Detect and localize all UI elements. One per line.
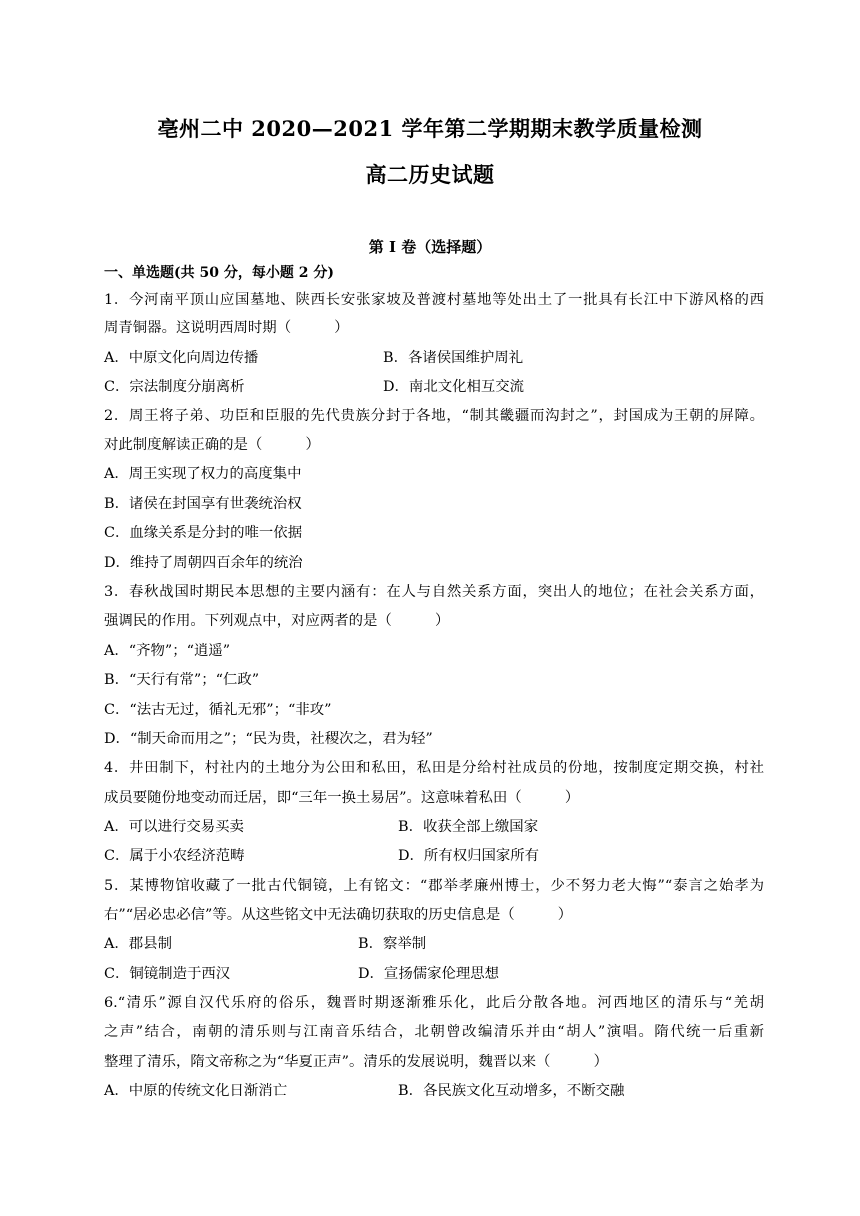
question-1-option-b: B．各诸侯国维护周礼: [383, 350, 524, 366]
question-1-stem-line-1: 1．今河南平顶山应国墓地、陕西长安张家坡及普渡村墓地等处出土了一批具有长江中下游风格的西: [104, 292, 764, 308]
question-2-stem-line-1: 2．周王将子弟、功臣和臣服的先代贵族分封于各地，“制其畿疆而沟封之”，封国成为王朝的屏障。: [104, 408, 764, 424]
question-6-stem-line-1: 6.“清乐”源自汉代乐府的俗乐，魏晋时期逐渐雅乐化，此后分散各地。河西地区的清乐与“羌胡: [104, 995, 764, 1011]
question-1-option-c: C．宗法制度分崩离析: [104, 379, 245, 395]
question-4-option-c: C．属于小农经济范畴: [104, 848, 245, 864]
question-4-stem-line-1: 4．井田制下，村社内的土地分为公田和私田，私田是分给村社成员的份地，按制度定期交换，村社: [104, 760, 764, 776]
exam-title: 亳州二中 2020—2021 学年第二学期期末教学质量检测: [157, 116, 703, 141]
question-2-option-b: B．诸侯在封国享有世袭统治权: [104, 496, 302, 512]
question-6-stem-line-3: 整理了清乐，隋文帝称之为“华夏正声”。清乐的发展说明，魏晋以来（ ）: [104, 1054, 608, 1070]
question-3-stem-line-1: 3．春秋战国时期民本思想的主要内涵有：在人与自然关系方面，突出人的地位；在社会关系方面，: [104, 584, 764, 600]
question-2-stem-line-2: 对此制度解读正确的是（ ）: [104, 437, 320, 453]
part-title: 一、单选题(共 50 分，每小题 2 分): [104, 265, 334, 281]
exam-subtitle: 高二历史试题: [365, 162, 495, 187]
question-5-option-c: C．铜镜制造于西汉: [104, 966, 231, 982]
question-6-stem-line-2: 之声”结合，南朝的清乐则与江南音乐结合，北朝曾改编清乐并由“胡人”演唱。隋代统一后重新: [104, 1024, 764, 1040]
question-2-option-c: C．血缘关系是分封的唯一依据: [104, 525, 303, 541]
question-6-option-a: A．中原的传统文化日渐消亡: [104, 1083, 288, 1099]
question-3-option-c: C．“法古无过，循礼无邪”；“非攻”: [104, 702, 332, 718]
question-3-option-a: A．“齐物”；“逍遥”: [104, 643, 231, 659]
question-1-option-d: D．南北文化相互交流: [383, 379, 525, 395]
question-4-option-b: B．收获全部上缴国家: [398, 819, 539, 835]
question-3-stem-line-2: 强调民的作用。下列观点中，对应两者的是（ ）: [104, 613, 450, 629]
question-5-stem-line-2: 右”“居必忠必信”等。从这些铭文中无法确切获取的历史信息是（ ）: [104, 907, 573, 923]
question-3-option-b: B．“天行有常”；“仁政”: [104, 672, 260, 688]
question-5-stem-line-1: 5．某博物馆收藏了一批古代铜镜，上有铭文：“郡举孝廉州博士，少不努力老大悔”“泰言之始孝为: [104, 878, 764, 894]
question-1-option-a: A．中原文化向周边传播: [104, 350, 259, 366]
question-4-option-d: D．所有权归国家所有: [398, 848, 540, 864]
question-5-option-d: D．宣扬儒家伦理思想: [358, 966, 500, 982]
question-6-option-b: B．各民族文化互动增多，不断交融: [398, 1083, 625, 1099]
question-1-stem-line-2: 周青铜器。这说明西周时期（ ）: [104, 320, 349, 336]
section-title: 第 I 卷（选择题）: [368, 238, 492, 256]
question-4-stem-line-2: 成员要随份地变动而迁居，即“三年一换土易居”。这意味着私田（ ）: [104, 790, 580, 806]
question-2-option-d: D．维持了周朝四百余年的统治: [104, 555, 303, 571]
question-5-option-b: B．察举制: [358, 936, 427, 952]
question-5-option-a: A．郡县制: [104, 936, 172, 952]
question-4-option-a: A．可以进行交易买卖: [104, 819, 244, 835]
question-3-option-d: D．“制天命而用之”；“民为贵，社稷次之，君为轻”: [104, 731, 433, 747]
question-2-option-a: A．周王实现了权力的高度集中: [104, 466, 302, 482]
